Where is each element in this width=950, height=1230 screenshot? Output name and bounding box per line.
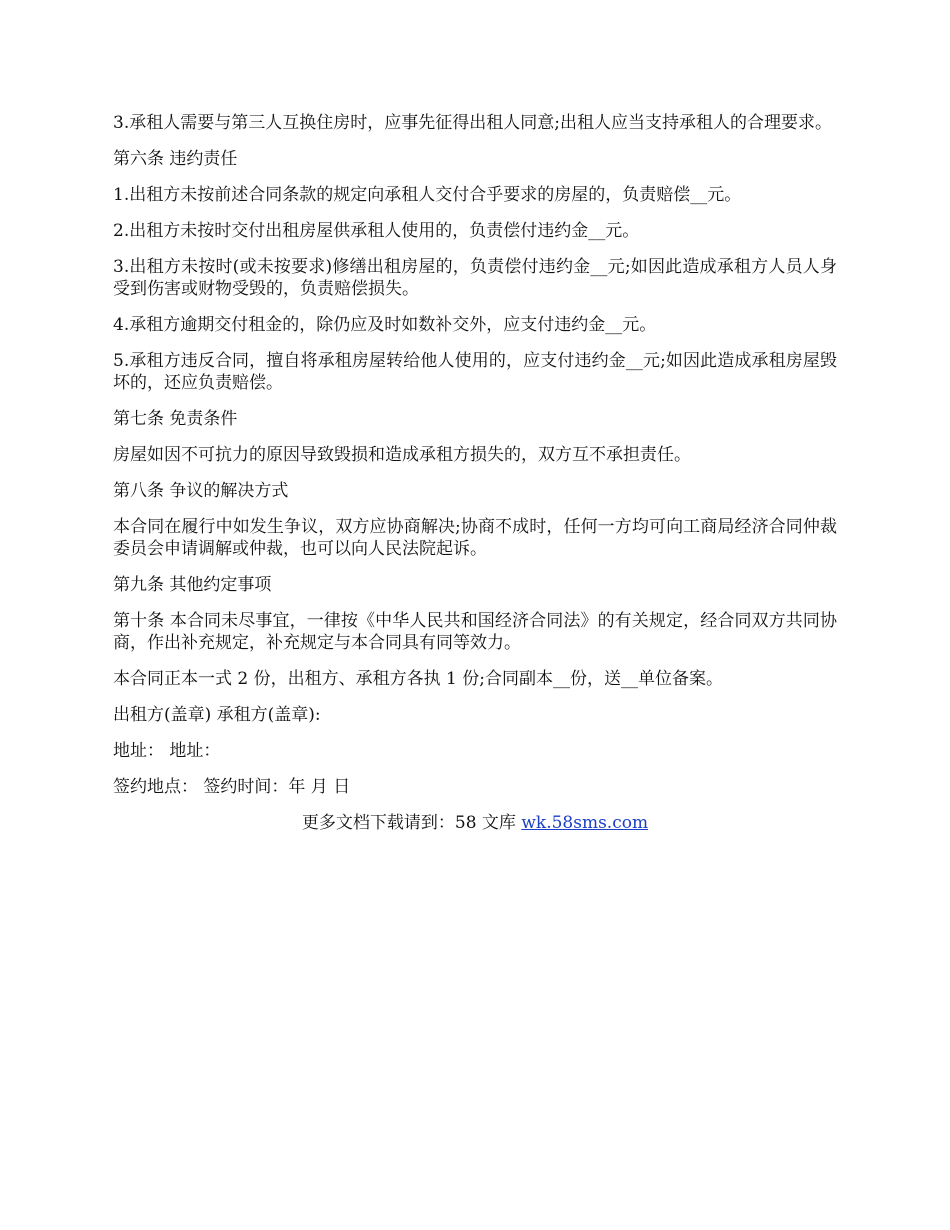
signature-line-place-time: 签约地点： 签约时间：年 月 日 <box>113 777 351 797</box>
footer-download-note <box>113 812 837 834</box>
paragraph-article-6-item-1: 1.出租方未按前述合同条款的规定向承租人交付合乎要求的房屋的，负责赔偿__元。 <box>113 185 742 205</box>
footer-text: 更多文档下载请到：58 文库 <box>301 813 522 833</box>
paragraph-article-6-item-3: 3.出租方未按时(或未按要求)修缮出租房屋的，负责偿付违约金__元;如因此造成承租方人员人身受到伤害或财物受毁的，负责赔偿损失。 <box>113 257 837 299</box>
footer-link[interactable]: wk.58sms.com <box>521 813 649 833</box>
paragraph-article-6-item-2: 2.出租方未按时交付出租房屋供承租人使用的，负责偿付违约金__元。 <box>113 221 640 241</box>
heading-article-6: 第六条 违约责任 <box>113 149 238 169</box>
paragraph-article-6-item-4: 4.承租方逾期交付租金的，除仍应及时如数补交外，应支付违约金__元。 <box>113 315 657 335</box>
paragraph-article-6-item-5: 5.承租方违反合同，擅自将承租房屋转给他人使用的，应支付违约金__元;如因此造成承租房屋毁坏的，还应负责赔偿。 <box>113 351 837 393</box>
paragraph-article-7: 房屋如因不可抗力的原因导致毁损和造成承租方损失的，双方互不承担责任。 <box>113 445 691 465</box>
heading-article-8: 第八条 争议的解决方式 <box>113 481 289 501</box>
signature-line-seals: 出租方(盖章) 承租方(盖章): <box>113 705 321 725</box>
paragraph-article-8: 本合同在履行中如发生争议，双方应协商解决;协商不成时，任何一方均可向工商局经济合同仲裁委员会申请调解或仲裁，也可以向人民法院起诉。 <box>113 517 837 559</box>
paragraph-copies: 本合同正本一式 2 份，出租方、承租方各执 1 份;合同副本__份，送__单位备案。 <box>113 669 723 689</box>
paragraph-article-10: 第十条 本合同未尽事宜，一律按《中华人民共和国经济合同法》的有关规定，经合同双方共同协商，作出补充规定，补充规定与本合同具有同等效力。 <box>113 611 837 653</box>
signature-line-address: 地址： 地址： <box>113 741 221 761</box>
heading-article-7: 第七条 免责条件 <box>113 409 238 429</box>
document-body <box>113 112 837 834</box>
heading-article-9: 第九条 其他约定事项 <box>113 575 272 595</box>
paragraph-clause-5-item-3: 3.承租人需要与第三人互换住房时，应事先征得出租人同意;出租人应当支持承租人的合理要求。 <box>113 113 832 133</box>
